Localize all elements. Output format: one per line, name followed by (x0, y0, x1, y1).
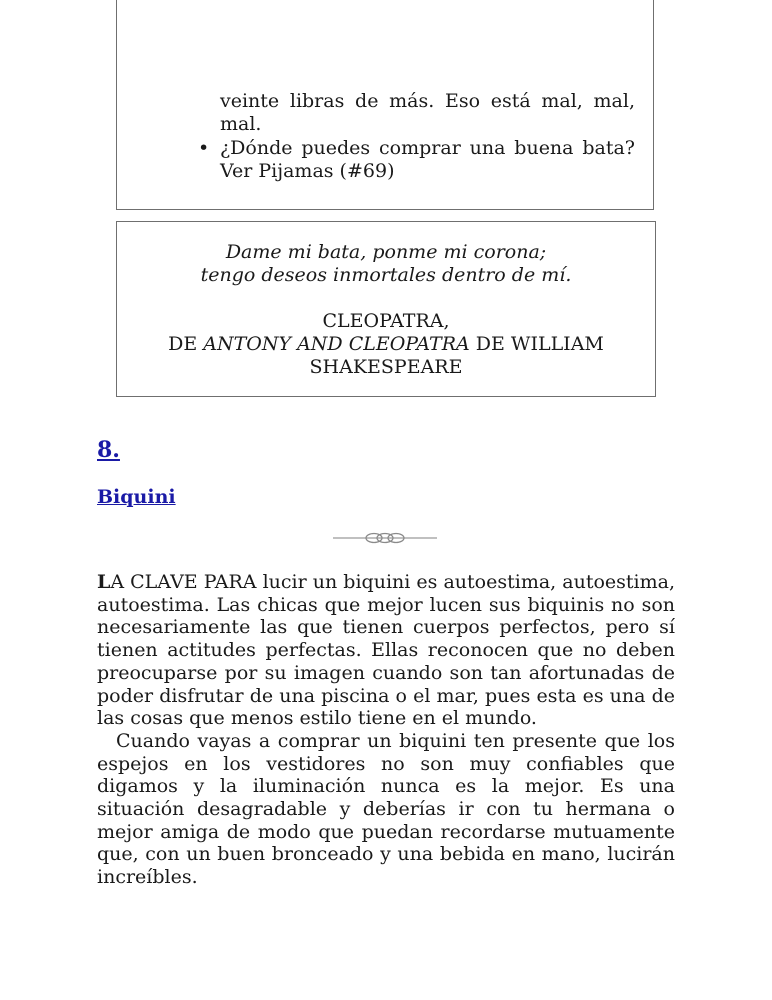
paragraph-1-text: A CLAVE PARA lucir un biquini es autoestima, autoestima, autoestima. Las chicas que mejor lucen sus biquinis no son necesariamente las que tienen cuerpos perfectos, pero sí tienen actitudes perfectas. Ellas reconocen que no deben preocuparse por su imagen cuando son tan afortunadas de poder disfrutar de una piscina o el mar, pues esta es una de las cosas que menos estilo tiene en el mundo. (97, 571, 675, 730)
list-item-text: ¿Dónde puedes comprar una buena bata? Ver Pijamas (#69) (220, 137, 635, 182)
drop-cap: L (97, 571, 111, 593)
list-item-continuation: veinte libras de más. Eso está mal, mal, mal. (220, 90, 635, 135)
attribution-prefix: DE (168, 333, 204, 355)
epigraph-attribution (117, 310, 655, 379)
ornament-divider-icon (333, 529, 437, 547)
epigraph-box (116, 221, 656, 397)
paragraph-2: Cuando vayas a comprar un biquini ten presente que los espejos en los vestidores no son muy confiables que digamos y la iluminación nunca es la mejor. Es una situación desagradable y deberías ir con tu hermana o mejor amiga de modo que puedan recordarse mutuamente que, con un buen bronceado y una bebida en mano, lucirán increíbles. (97, 729, 675, 889)
attribution-work-title: ANTONY AND CLEOPATRA (203, 333, 470, 355)
list-bullet: • (198, 137, 210, 159)
epigraph-line-1: Dame mi bata, ponme mi corona; (225, 241, 547, 263)
epigraph-quote (117, 241, 655, 287)
attribution-source (117, 333, 655, 379)
epigraph-line-2: tengo deseos inmortales dentro de mí. (200, 264, 572, 286)
attribution-name: CLEOPATRA, (322, 310, 450, 332)
list-item (220, 137, 635, 183)
paragraph-1 (97, 571, 675, 730)
chapter-number-link[interactable]: 8. (97, 437, 120, 463)
chapter-title-link[interactable]: Biquini (97, 486, 176, 508)
chapter-body (97, 571, 675, 889)
attribution-suffix: DE WILLIAM SHAKESPEARE (309, 333, 604, 378)
